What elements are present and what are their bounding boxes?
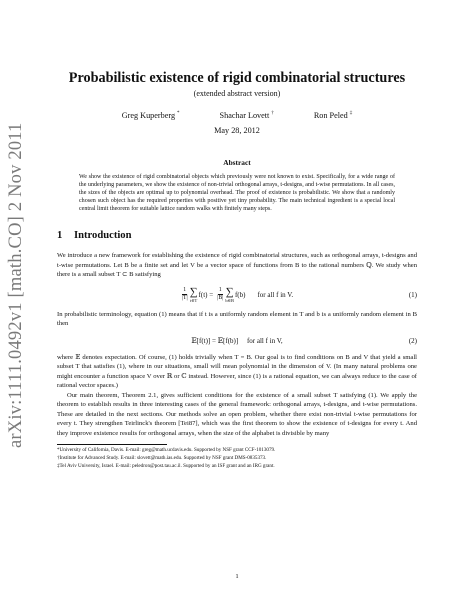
equation-2-tag: (2) [408, 336, 417, 345]
arxiv-stamp: arXiv:1111.0492v1 [math.CO] 2 Nov 2011 [6, 122, 26, 448]
footnotes [57, 447, 417, 470]
equation-2: 𝔼[f(t)] = 𝔼[f(b)] for all f in V, (2) [191, 336, 417, 345]
paper-title: Probabilistic existence of rigid combinatorial structures [68, 70, 406, 86]
section-heading: 1 Introduction [57, 230, 132, 242]
author-3: Ron Peled ‡ [313, 111, 353, 120]
paper-date: May 28, 2012 [214, 126, 260, 135]
abstract-text: We show the existence of rigid combinatorial objects which previously were not known to exist. Specifically, for a wide range of the underlying parameters, we show the existence of non-trivial orthogonal arrays, t-designs, and t-wise permutations. In all cases, the sizes of the objects are optimal up to polynomial overhead. The proof of existence is probabilistic. We show that a randomly chosen such object has the required properties with positive yet tiny probability. The main technical ingredient is a special local central limit theorem for suitable lattice random walks with finitely many steps. [79, 174, 395, 213]
intro-paragraph-2: In probabilistic terminology, equation (1) means that if t is a uniformly random element in T and b is a uniformly random element in B then [57, 310, 417, 328]
intro-paragraph-1: We introduce a new framework for establishing the existence of rigid combinatorial structures, such as orthogonal arrays, t-designs and t-wise permutations. Let B be a finite set and let V be a vector space of functions from B to the rational numbers ℚ. We study when there is a small subset T ⊂ B satisfying [57, 252, 417, 279]
footnote-3: ‡Tel Aviv University, Israel. E-mail: peledron@post.tau.ac.il. Supported by an ISF grant and an IRG grant. [57, 463, 275, 470]
page-number: 1 [235, 573, 239, 580]
footnote-rule [57, 444, 167, 445]
footnote-1: *University of California, Davis. E-mail: greg@math.ucdavis.edu. Supported by NSF grant CCF-1013079. [57, 447, 276, 454]
equation-1-tag: (1) [408, 290, 417, 299]
paper-subtitle: (extended abstract version) [193, 89, 281, 98]
author-list [57, 111, 417, 120]
author-1: Greg Kuperberg * [121, 111, 180, 120]
intro-paragraph-3: where 𝔼 denotes expectation. Of course, (1) holds trivially when T = B. Our goal is to find conditions on B and V that yield a small subset T that satisfies (1), where in our situations, small will mean polynomial in the dimension of V. (In many natural problems one might encounter a function space V over ℝ or ℂ instead. However, since (1) is a rational equation, we can always reduce to the case of rational vector spaces.) [57, 353, 417, 390]
equation-1: $\frac{1}{|T|}$ ∑ t∈T f(t) = $\frac{1}{|B|}$ ∑ b∈B f(b) for all f in V. (1) [181, 285, 417, 303]
author-2: Shachar Lovett † [219, 111, 274, 120]
intro-paragraph-4: Our main theorem, Theorem 2.1, gives sufficient conditions for the existence of a small subset T satisfying (1). We apply the theorem to establish results in three interesting cases of the general framework: orthogonal arrays, t-designs, and t-wise permutations. These are detailed in the next sections. Our methods solve an open problem, whether there exist non-trivial t-wise permutations for every t. They strengthen Teirlinck's theorem [Tei87], which was the first theorem to show the existence of t-designs for every t. And they improve existence results for orthogonal arrays, when the size of the alphabet is divisible by many [57, 391, 417, 437]
abstract-heading: Abstract [223, 158, 251, 167]
paper-page [57, 70, 417, 580]
footnote-2: †Institute for Advanced Study. E-mail: slovett@math.ias.edu. Supported by NSF grant DMS-0835373. [57, 455, 267, 462]
